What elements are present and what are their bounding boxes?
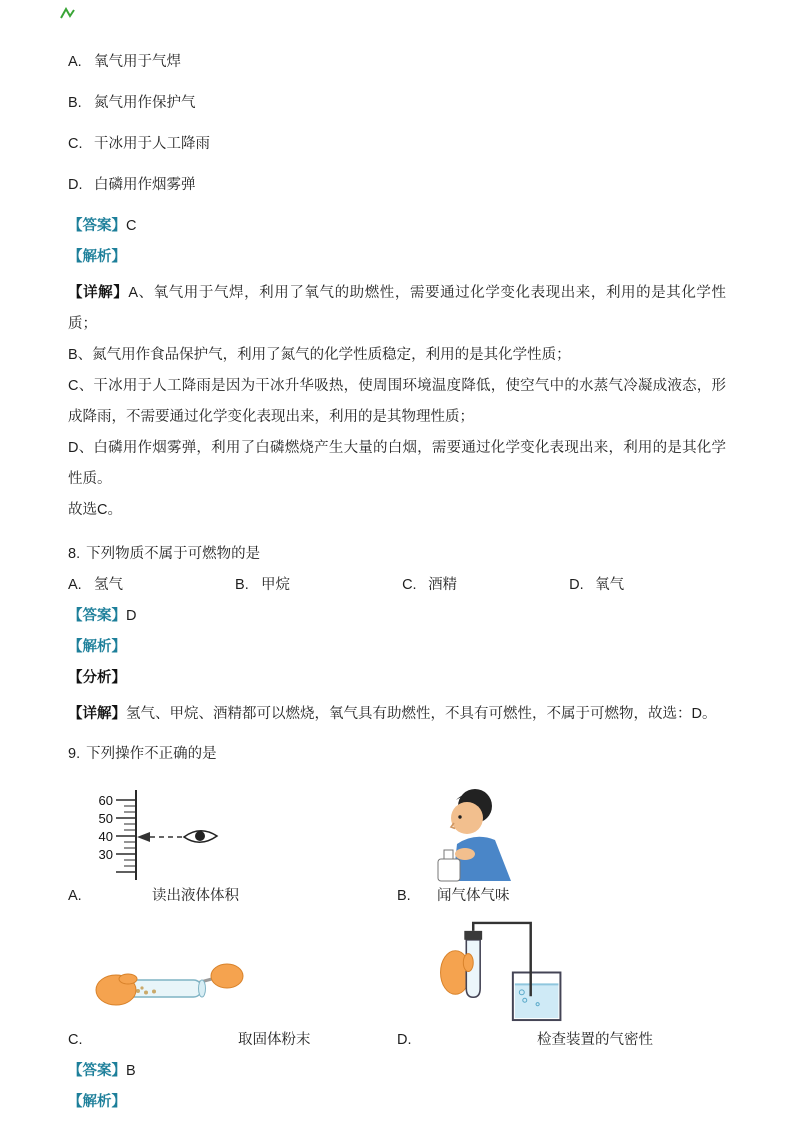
option-label: B.: [68, 95, 82, 111]
scale-number-40: 40: [98, 829, 113, 844]
q8-detail: [68, 699, 726, 730]
sight-arrow: [137, 832, 150, 842]
person-hand: [455, 848, 475, 860]
option-text: 白磷用作烟雾弹: [94, 177, 196, 193]
q9-figure-row-2: [68, 917, 726, 1049]
section-gap: [68, 730, 726, 744]
answer-value: C: [126, 218, 137, 234]
q7-detail-d: D、白磷用作烟雾弹，利用了白磷燃烧产生大量的白烟，需要通过化学变化表现出来，利用的是其化学性质。: [68, 440, 726, 487]
q9-caption-row-a: [68, 887, 397, 905]
q7-answer-line: [68, 216, 726, 236]
figure-caption: 读出液体体积: [152, 888, 239, 904]
q7-detail-a: [68, 278, 726, 340]
air-tightness-figure: [425, 917, 571, 1026]
q7-option-b: [68, 93, 726, 113]
analysis-tag: 【解析】: [68, 249, 126, 265]
q9-caption-row-b: [397, 887, 726, 905]
figure-label: B.: [397, 888, 411, 904]
answer-value: B: [126, 1063, 136, 1079]
q7-conclusion: 故选C。: [68, 502, 122, 518]
option-text: 干冰用于人工降雨: [94, 136, 210, 152]
answer-value: D: [126, 608, 137, 624]
graduated-cylinder-reading-figure: [90, 786, 220, 882]
pre-analysis-tag: 【分析】: [68, 670, 126, 686]
figure-label: C.: [68, 1032, 83, 1048]
scale-number-30: 30: [98, 847, 113, 862]
q9-stem: [68, 744, 726, 764]
answer-tag: 【答案】: [68, 608, 126, 624]
detail-tag: 【详解】: [68, 285, 129, 301]
option-label: C.: [68, 136, 83, 152]
q8-analysis-line: [68, 637, 726, 657]
q9-figure-row-1: [68, 775, 726, 905]
scale-number-60: 60: [98, 793, 113, 808]
right-hand: [211, 964, 243, 988]
q8-option-d: [569, 575, 624, 595]
question-stem-text: 下列物质不属于可燃物的是: [86, 546, 261, 562]
analysis-tag: 【解析】: [68, 1094, 126, 1110]
q7-detail-c: C、干冰用于人工降雨是因为干冰升华吸热，使周围环境温度降低，使空气中的水蒸气冷凝成液态，形成降雨，不需要通过化学变化表现出来，利用的是其物理性质；: [68, 378, 726, 425]
option-label: A.: [68, 577, 82, 593]
stopper: [464, 931, 482, 940]
q8-option-b: [235, 575, 398, 595]
option-label: A.: [68, 54, 82, 70]
option-text: 酒精: [428, 577, 458, 593]
figure-caption: 检查装置的气密性: [537, 1032, 653, 1048]
q8-option-a: [68, 575, 231, 595]
q7-analysis-line: [68, 247, 726, 267]
figure-label: A.: [68, 888, 82, 904]
test-tube-mouth: [199, 980, 206, 997]
question-7-block: [68, 52, 726, 526]
q9-caption-row-d: [397, 1031, 726, 1049]
q8-options-row: [68, 575, 726, 595]
analysis-tag: 【解析】: [68, 639, 126, 655]
powder-sampling-figure: [94, 950, 244, 1026]
q8-answer-line: [68, 606, 726, 626]
option-text: 氧气: [595, 577, 625, 593]
question-8-block: [68, 544, 726, 730]
person-face: [451, 802, 483, 834]
option-label: D.: [68, 177, 83, 193]
q8-stem: [68, 544, 726, 564]
q8-prelabel-line: [68, 668, 726, 688]
corner-mark-icon: [60, 7, 76, 20]
q8-option-c: [402, 575, 565, 595]
q9-caption-row-c: [68, 1031, 397, 1049]
q9-analysis-line: [68, 1092, 726, 1112]
question-number: 8.: [68, 546, 81, 562]
answer-tag: 【答案】: [68, 218, 126, 234]
q7-detail-b: B、氮气用作食品保护气，利用了氮气的化学性质稳定，利用的是其化学性质；: [68, 347, 571, 363]
figure-label: D.: [397, 1032, 412, 1048]
q7-option-a: [68, 52, 726, 72]
question-9-block: [68, 744, 726, 1112]
detail-tag: 【详解】: [68, 706, 126, 722]
corner-mark: [60, 7, 76, 24]
question-stem-text: 下列操作不正确的是: [86, 746, 217, 762]
gas-bottle: [438, 859, 460, 881]
q9-answer-line: [68, 1061, 726, 1081]
option-label: B.: [235, 577, 249, 593]
option-label: C.: [402, 577, 417, 593]
q9-figure-a: [68, 775, 397, 905]
q9-figure-c: [68, 917, 397, 1049]
q9-figure-d: [397, 917, 726, 1049]
detail-text: 氢气、甲烷、酒精都可以燃烧，氧气具有助燃性，不具有可燃性，不属于可燃物，故选：D。: [126, 706, 717, 722]
option-text: 氮气用作保护气: [94, 95, 196, 111]
q7-option-c: [68, 134, 726, 154]
question-number: 9.: [68, 746, 81, 762]
q9-figure-b: [397, 775, 726, 905]
figure-caption: 取固体粉末: [238, 1032, 311, 1048]
smelling-gas-figure: [423, 778, 515, 882]
answer-tag: 【答案】: [68, 1063, 126, 1079]
option-text: 甲烷: [261, 577, 291, 593]
option-text: 氢气: [94, 577, 123, 593]
option-label: D.: [569, 577, 584, 593]
figure-caption: 闻气体气味: [437, 888, 510, 904]
q7-option-d: [68, 175, 726, 195]
option-text: 氧气用于气焊: [94, 54, 181, 70]
scale-number-50: 50: [98, 811, 113, 826]
section-gap: [68, 526, 726, 544]
detail-text: A、氧气用于气焊，利用了氧气的助燃性，需要通过化学变化表现出来，利用的是其化学性质；: [68, 285, 726, 332]
document-content: [68, 52, 726, 1123]
